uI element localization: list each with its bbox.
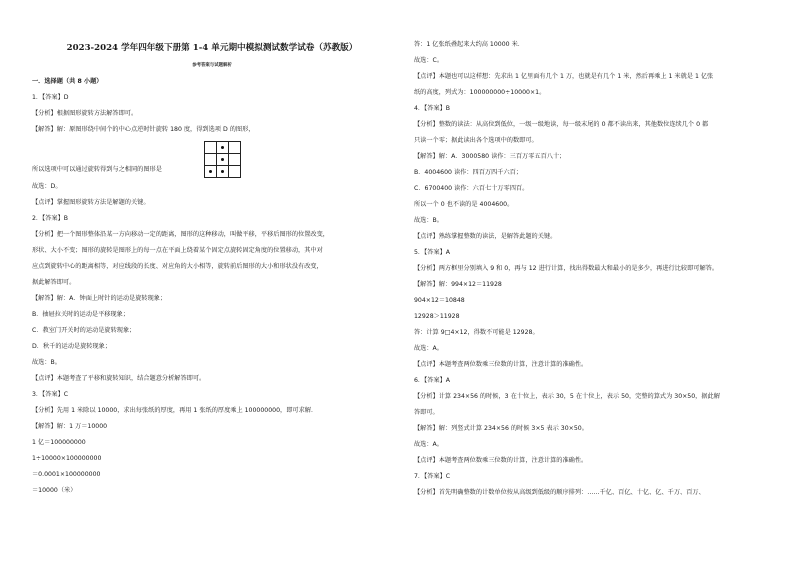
grid-dot	[217, 142, 229, 154]
q7-analysis: 【分析】首先明确整数的计数单位按从高级到低级的顺序排列：……千亿、百亿、十亿、亿、千万、百万、	[414, 489, 705, 496]
q4-option-c: C．6700400 读作：六百七十万零四百。	[414, 185, 529, 192]
q5-step: 904×12＝10848	[414, 297, 465, 304]
q2-option-c: C．教室门开关时的运动是旋转现象；	[32, 327, 136, 334]
q2-analysis: 【分析】把一个图形整体沿某一方向移动一定的距离，图形的这种移动，叫做平移，平移后图形的位置改变，	[32, 231, 329, 238]
q3-answer: 3．【答案】C	[32, 391, 69, 398]
q6-answer: 6．【答案】A	[414, 377, 451, 384]
q3-step: 1÷10000×100000000	[32, 455, 102, 462]
q4-conclusion: 所以一个 0 也不读的是 4004600。	[414, 201, 514, 208]
q5-analysis: 【分析】两方框里分别填入 9 和 0，再与 12 进行计算，找出得数最大和最小的是多少，再进行比较即可解答。	[414, 265, 719, 272]
grid-dot	[205, 166, 217, 178]
q1-comment: 【点评】掌握图形旋转方法是解题的关键。	[32, 199, 150, 206]
q3-comment: 纸的高度，列式为：100000000÷10000×1。	[414, 89, 546, 96]
q6-comment: 【点评】本题考查两位数乘三位数的计算，注意计算的准确性。	[414, 457, 588, 464]
q4-analysis: 【分析】整数的读法：从高位到低位，一级一级地读，每一级末尾的 0 都不读出来，其他数位连续几个 0 都	[414, 121, 709, 128]
q3-comment: 【点评】本题也可以这样想：先求出 1 亿里面有几个 1 万，也就是有几个 1 米，然后再乘上 1 米就是 1 亿张	[414, 73, 714, 80]
q7-answer: 7．【答案】C	[414, 473, 451, 480]
grid-dot	[217, 154, 229, 166]
q4-choice: 故选：B。	[414, 217, 443, 224]
q5-comment: 【点评】本题考查两位数乘三位数的计算，注意计算的准确性。	[414, 361, 588, 368]
q3-conclusion: 答：1 亿张纸叠起来大约高 10000 米．	[414, 41, 524, 48]
q3-step: ＝10000（米）	[32, 487, 77, 494]
q1-conclusion: 所以选项中可以通过旋转得到与之相同的图形是	[32, 166, 162, 173]
q6-analysis: 【分析】计算 234×56 的时候，3 在十位上，表示 30，5 在十位上，表示 50，完整的算式为 30×50，据此解	[414, 393, 720, 400]
q4-analysis: 只读一个零；据此读出各个选项中的数即可。	[414, 137, 538, 144]
q5-solution: 【解答】解：994×12＝11928	[414, 281, 502, 288]
q2-analysis: 形状、大小不变；图形的旋转是图形上的每一点在平面上绕着某个固定点旋转固定角度的位置移动，其中对	[32, 247, 323, 254]
q2-analysis: 据此解答即可。	[32, 279, 76, 286]
q5-conclusion: 答：计算 9□4×12，得数不可能是 12928。	[414, 329, 539, 336]
q3-analysis: 【分析】先用 1 米除以 10000，求出每张纸的厚度，再用 1 张纸的厚度乘上 100000000，即可求解．	[32, 407, 318, 414]
q1-choice: 故选：D。	[32, 183, 62, 190]
q2-option-d: D．秋千的运动是旋转现象；	[32, 343, 112, 350]
exam-title: 2023-2024 学年四年级下册第 1-4 单元期中模拟测试数学试卷（苏教版）	[66, 43, 358, 53]
q5-choice: 故选：A。	[414, 345, 443, 352]
q2-choice: 故选：B。	[32, 359, 61, 366]
section-heading: 一．选择题（共 8 小题）	[32, 78, 103, 85]
q6-choice: 故选：A。	[414, 441, 443, 448]
q2-analysis: 应点到旋转中心的距离相等，对应线段的长度、对应角的大小相等，旋转前后图形的大小和形状没有改变，	[32, 263, 323, 270]
q6-solution: 【解答】解：列竖式计算 234×56 的时候 3×5 表示 30×50。	[414, 425, 588, 432]
answer-subtitle: 参考答案与试题解析	[192, 63, 232, 68]
q3-step: 1 亿＝100000000	[32, 439, 86, 446]
q3-solution: 【解答】解：1 万＝10000	[32, 423, 108, 430]
q2-answer: 2．【答案】B	[32, 215, 69, 222]
q5-answer: 5．【答案】A	[414, 249, 451, 256]
q5-step: 12928＞11928	[414, 313, 460, 320]
q1-answer: 1．【答案】D	[32, 94, 69, 101]
rotated-figure-grid	[204, 141, 241, 178]
q3-choice: 故选：C。	[414, 57, 444, 64]
grid-dot	[217, 166, 229, 178]
q2-solution: 【解答】解：A．钟面上时针的运动是旋转现象；	[32, 295, 167, 302]
q4-option-b: B．4004600 读作：四百万四千六百；	[414, 169, 523, 176]
q3-step: ＝0.0001×100000000	[32, 471, 101, 478]
q4-comment: 【点评】熟练掌握整数的读法，是解答此题的关键。	[414, 233, 557, 240]
q4-answer: 4．【答案】B	[414, 105, 451, 112]
q4-solution: 【解答】解：A．3000580 读作：三百万零五百八十；	[414, 153, 566, 160]
q2-comment: 【点评】本题考查了平移和旋转知识，结合题意分析解答即可。	[32, 375, 206, 382]
q1-solution: 【解答】解：原图形绕中间个的中心点逆时针旋转 180 度，得到选项 D 的图形，	[32, 126, 255, 133]
q6-analysis: 答即可。	[414, 409, 439, 416]
q2-option-b: B．抽屉拉关时的运动是平移现象；	[32, 311, 130, 318]
q1-analysis: 【分析】根据图形旋转方法解答即可。	[32, 110, 138, 117]
